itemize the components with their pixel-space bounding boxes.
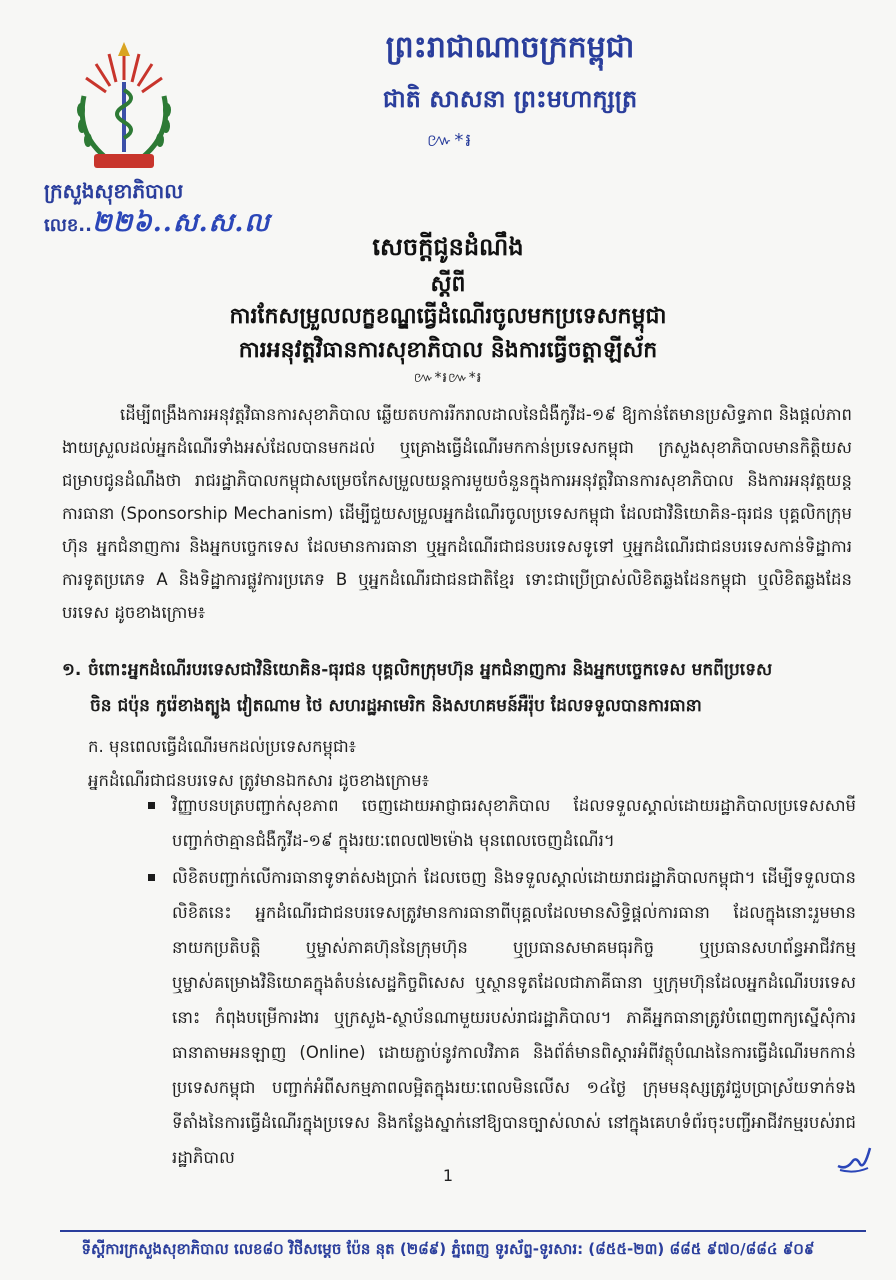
- section-1-number: ១.: [62, 660, 82, 680]
- list-item-text: វិញ្ញាបនបត្របញ្ជាក់សុខភាព ចេញដោយអាជ្ញាធរសុខាភិបាល ដែលទទួលស្គាល់ដោយរដ្ឋាភិបាលប្រទេសសាមី បញ្ជាក់ថាគ្មានជំងឺកូវីដ-១៩ ក្នុងរយៈពេល៧២ម៉ោង មុនពេលចេញដំណើរ។: [172, 796, 856, 850]
- subsection-a-intro: អ្នកដំណើរជាជនបរទេស ត្រូវមានឯកសារ ដូចខាងក្រោម៖: [88, 771, 429, 790]
- list-item-text: លិខិតបញ្ជាក់លើការធានាទូទាត់សងប្រាក់ ដែលចេញ និងទទួលស្គាល់ដោយរាជរដ្ឋាភិបាលកម្ពុជា។ ដើម្បីទទួលបានលិខិតនេះ អ្នកដំណើរជាជនបរទេសត្រូវមានការធានាពីបុគ្គលដែលមានសិទ្ធិផ្តល់ការធានា ដែលក្នុងនោះរួមមាន នាយកប្រតិបត្តិ ឬម្ចាស់ភាគហ៊ុននៃក្រុមហ៊ុន ឬប្រធានសមាគមធុរកិច្ច ឬប្រធានសហព័ន្ធអាជីវកម្ម ឬម្ចាស់គម្រោងវិនិយោគក្នុងតំបន់សេដ្ឋកិច្ចពិសេស ឬស្ថានទូតដែលជាភាគីធានា ឬក្រុមហ៊ុនដែលអ្នកដំណើរបរទេសនោះ កំពុងបម្រើការងារ ឬក្រសួង-ស្ថាប័នណាមួយរបស់រាជរដ្ឋាភិបាល។ ភាគីអ្នកធានាត្រូវបំពេញពាក្យស្នើសុំការធានាតាមអនឡាញ (Online) ដោយភ្ជាប់នូវកាលវិភាគ និងព័ត៌មានពិស្តារអំពីវត្ថុបំណងនៃការធ្វើដំណើរមកកាន់ប្រទេសកម្ពុជា បញ្ជាក់អំពីសកម្មភាពលម្អិតក្នុងរយៈពេលមិនលើស ១៤ថ្ងៃ ក្រុមមនុស្សត្រូវជួបប្រាស្រ័យទាក់ទង ទីតាំងនៃការធ្វើដំណើរក្នុងប្រទេស និងកន្លែងស្នាក់នៅឱ្យបានច្បាស់លាស់ នៅក្នុងគេហទំព័រចុះបញ្ជីអាជីវកម្មរបស់រាជរដ្ឋាភិបាល: [172, 868, 856, 1167]
- document-title: សេចក្តីជូនដំណឹង: [372, 232, 524, 261]
- footer-address: ទីស្តីការក្រសួងសុខាភិបាល លេខ៨០ វិថីសម្តេច ប៉ែន នុត (២៨៩) ភ្នំពេញ ទូរស័ព្ទ-ទូរសារ: (៨៥៥-២៣) ៨៨៥ ៩៧០/៨៨៤ ៩០៩: [81, 1240, 815, 1258]
- intro-paragraph: ដើម្បីពង្រឹងការអនុវត្តវិធានការសុខាភិបាល ឆ្លើយតបការរីករាលដាលនៃជំងឺកូវីដ-១៩ ឱ្យកាន់តែមានប្រសិទ្ធភាព និងផ្តល់ភាពងាយស្រួលដល់អ្នកដំណើរទាំងអស់ដែលបានមកដល់ ឬគ្រោងធ្វើដំណើរមកកាន់ប្រទេសកម្ពុជា ក្រសួងសុខាភិបាលមានកិត្តិយសជម្រាបជូនដំណឹងថា រាជរដ្ឋាភិបាលកម្ពុជាសម្រេចកែសម្រួលយន្តការមួយចំនួនក្នុងការអនុវត្តវិធានការសុខាភិបាល និងការអនុវត្តយន្តការធានា (Sponsorship Mechanism) ដើម្បីជួយសម្រួលអ្នកដំណើរចូលប្រទេសកម្ពុជា ដែលជាវិនិយោគិន-ធុរជន បុគ្គលិកក្រុមហ៊ុន អ្នកជំនាញការ និងអ្នកបច្ចេកទេស ដែលមានការធានា ឬអ្នកដំណើរជាជនបរទេសទូទៅ ឬអ្នកដំណើរជាជនបរទេសកាន់ទិដ្ឋាការការទូតប្រភេទ A និងទិដ្ឋាការផ្លូវការប្រភេទ B ឬអ្នកដំណើរជាជនជាតិខ្មែរ ទោះជាប្រើប្រាស់លិខិតឆ្លងដែនកម្ពុជា ឬលិខិតឆ្លងដែនបរទេស ដូចខាងក្រោម៖: [62, 405, 852, 622]
- section-1-line2: ចិន ជប៉ុន កូរ៉េខាងត្បូង វៀតណាម ថៃ សហរដ្ឋអាមេរិក និងសហគមន៍អឺរ៉ុប ដែលទទួលបានការធានា: [90, 696, 702, 716]
- title-subject-label: ស្តីពី: [430, 271, 466, 297]
- requirements-list: [146, 788, 856, 1177]
- ministry-name: ក្រសួងសុខាភិបាល: [44, 179, 184, 203]
- ministry-emblem-icon: [64, 40, 184, 176]
- section-1-heading: [62, 652, 862, 724]
- bullet-icon: [148, 874, 155, 881]
- reference-handwritten: ២២៦..ស.ស.ល: [91, 208, 271, 238]
- title-ornament: ៚*៛៚*៛: [413, 370, 483, 386]
- footer-divider: [60, 1230, 866, 1232]
- page-number: 1: [442, 1166, 454, 1185]
- header-ornament: ៚*៛: [426, 130, 474, 151]
- title-subject-line1: ការកែសម្រួលលក្ខខណ្ឌធ្វើដំណើរចូលមកប្រទេសកម្ពុជា: [229, 303, 667, 329]
- section-1-line1: ចំពោះអ្នកដំណើរបរទេសជាវិនិយោគិន-ធុរជន បុគ្គលិកក្រុមហ៊ុន អ្នកជំនាញការ និងអ្នកបច្ចេកទេស មកពីប្រទេស: [88, 660, 773, 680]
- list-item: [146, 788, 856, 860]
- intro-paragraph-block: [62, 398, 852, 629]
- bullet-icon: [148, 802, 155, 809]
- title-subject-line2: ការអនុវត្តវិធានការសុខាភិបាល និងការធ្វើចត្តាឡីស័ក: [238, 337, 658, 363]
- kingdom-title: ព្រះរាជាណាចក្រកម្ពុជា: [385, 30, 635, 65]
- national-motto: ជាតិ សាសនា ព្រះមហាក្សត្រ: [382, 84, 638, 113]
- list-item: [146, 860, 856, 1177]
- reference-prefix: លេខ..: [44, 215, 92, 236]
- subsection-a-heading: ក. មុនពេលធ្វើដំណើរមកដល់ប្រទេសកម្ពុជា៖: [88, 737, 356, 756]
